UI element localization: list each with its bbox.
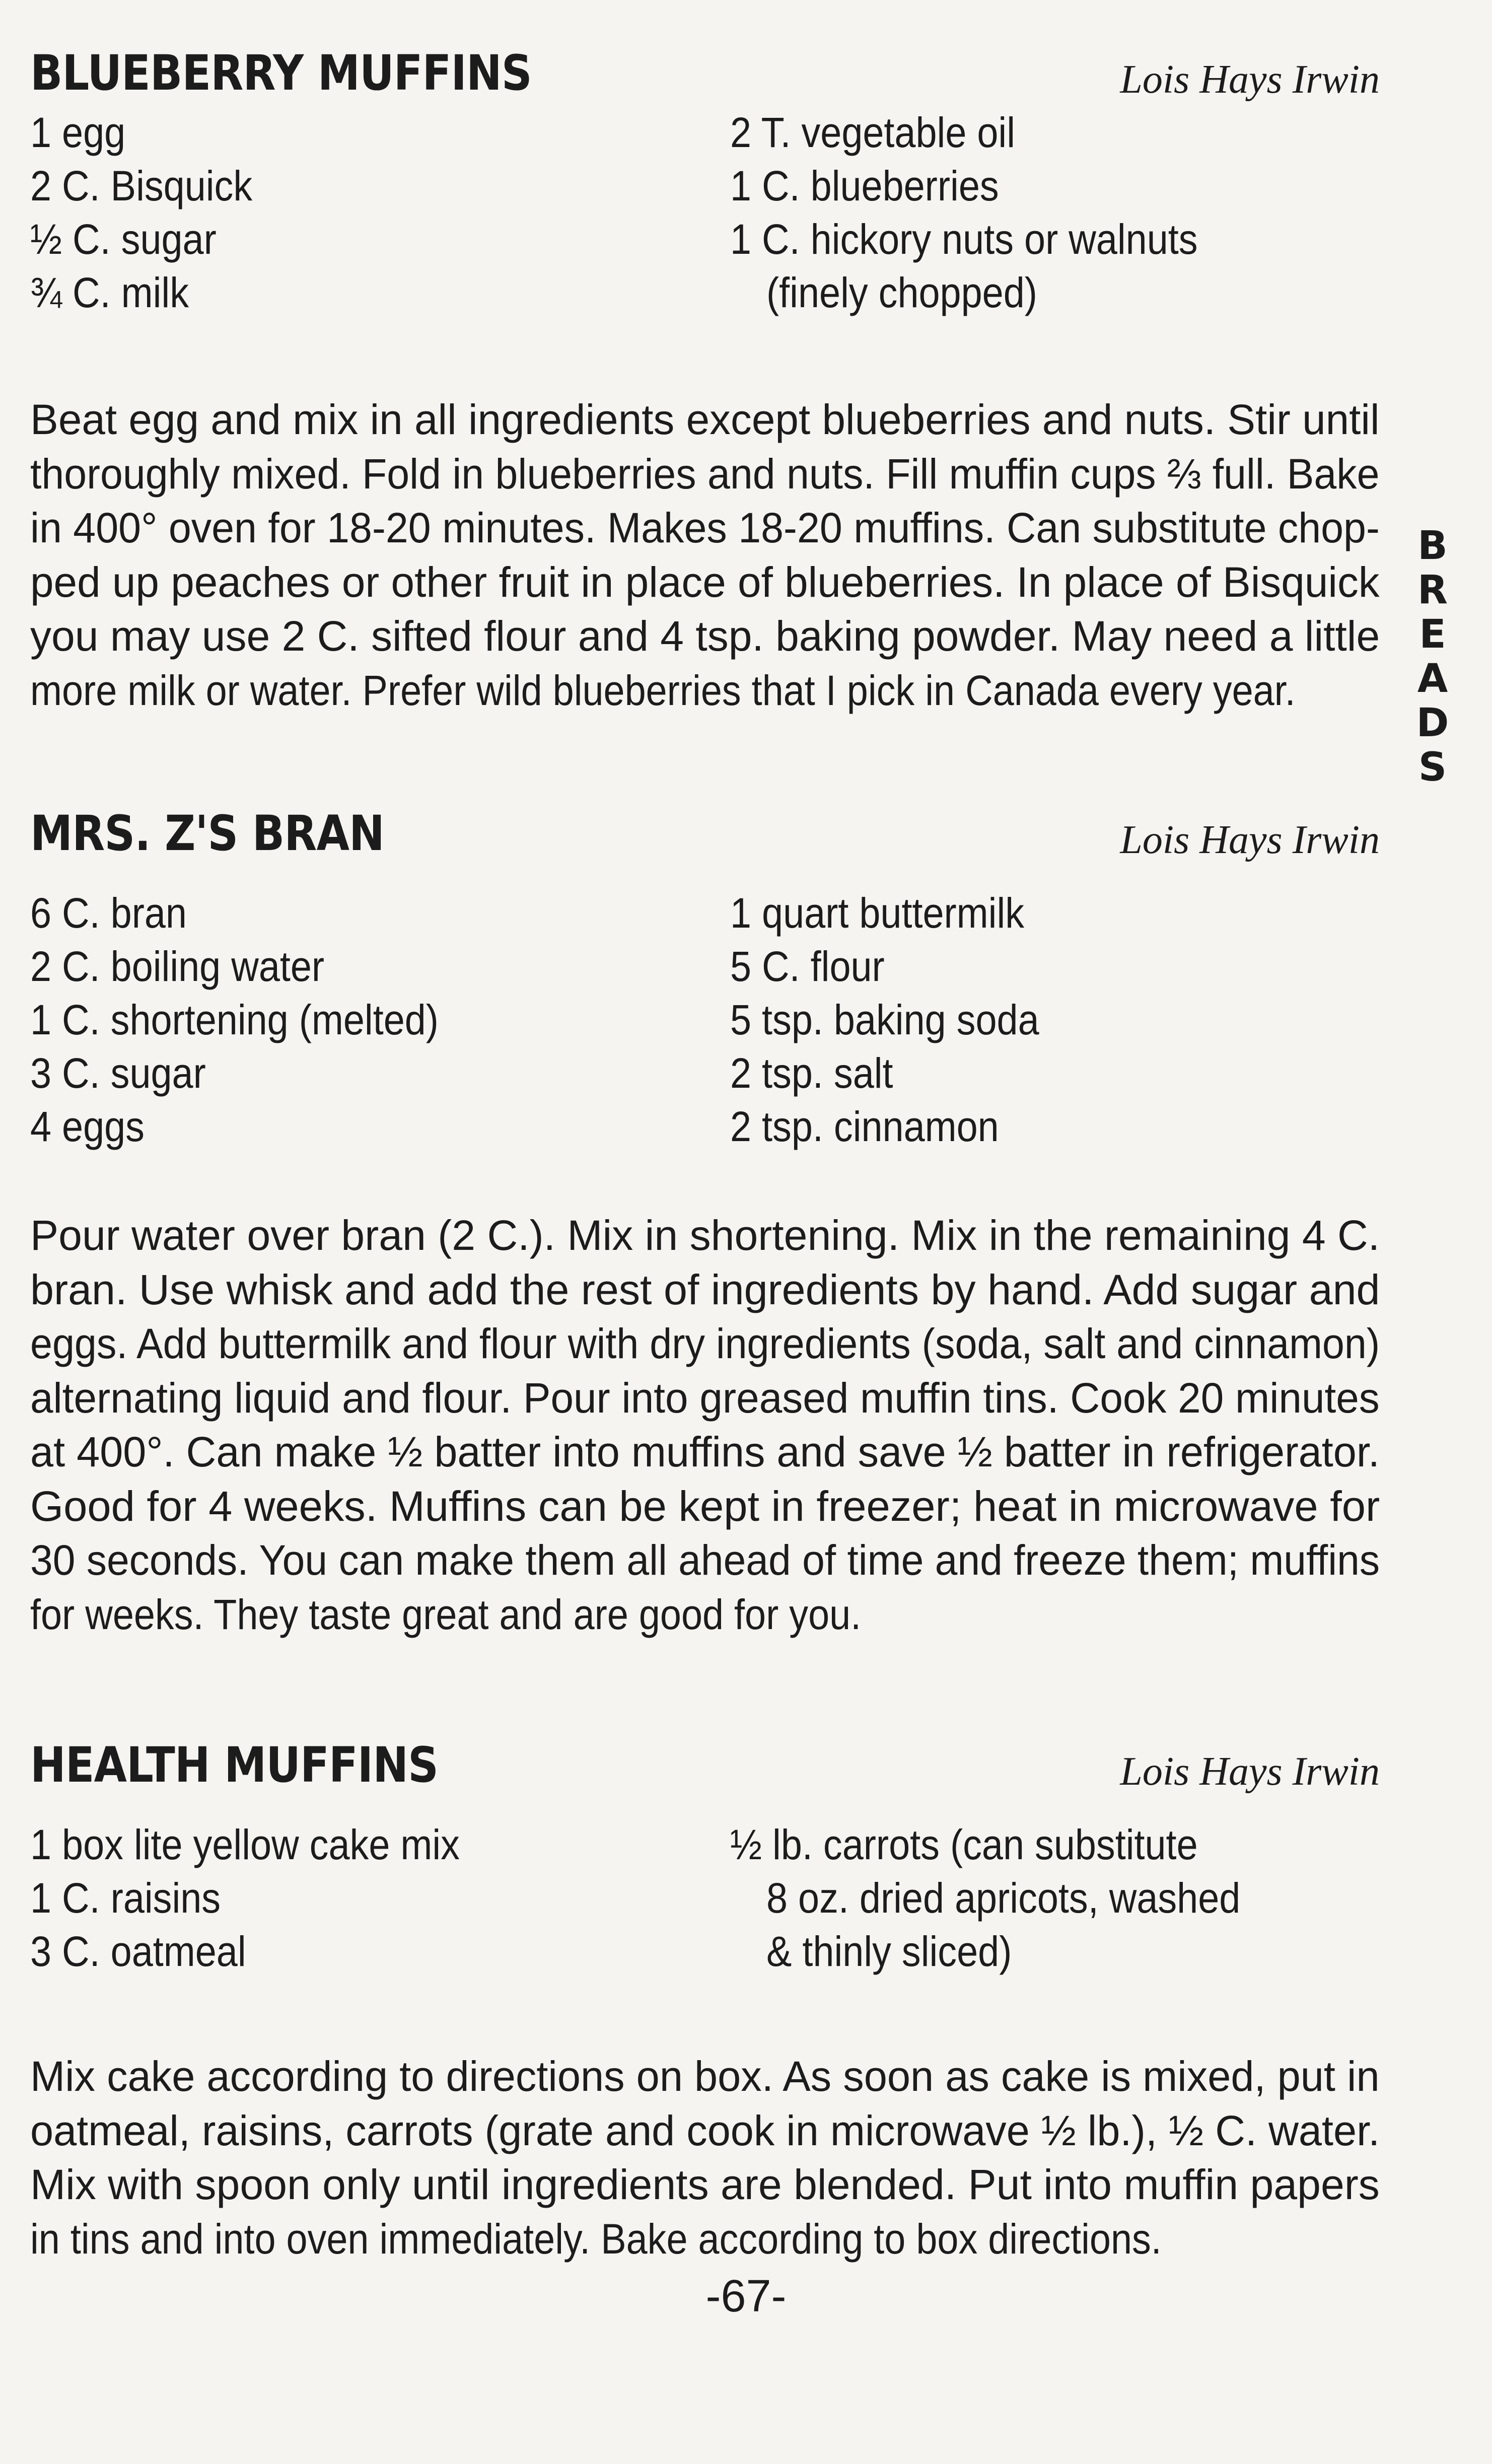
directions-line: Beat egg and mix in all ingredients except blueberries and nuts. Stir until	[30, 396, 1380, 443]
ingredient-item: 1 C. raisins	[30, 1874, 221, 1922]
directions-line: you may use 2 C. sifted flour and 4 tsp. baking powder. May need a little	[30, 612, 1380, 660]
ingredient-item: 1 C. shortening (melted)	[30, 996, 439, 1043]
directions-line: in 400° oven for 18-20 minutes. Makes 18-20 muffins. Can substitute chop-	[30, 504, 1380, 551]
ingredient-item: 2 tsp. cinnamon	[730, 1103, 999, 1150]
directions-line: 30 seconds. You can make them all ahead of time and freeze them; muffins	[30, 1536, 1380, 1584]
ingredient-item: ½ C. sugar	[30, 216, 217, 263]
ingredient-item: 1 egg	[30, 109, 126, 156]
tab-letter: S	[1418, 745, 1447, 790]
ingredients-left-column	[30, 886, 484, 1153]
recipe-title: HEALTH MUFFINS	[30, 1737, 439, 1793]
ingredient-item: 8 oz. dried apricots, washed	[766, 1874, 1241, 1922]
directions-line: in tins and into oven immediately. Bake according to box directions.	[30, 2215, 1162, 2263]
directions-line: Good for 4 weeks. Muffins can be kept in freezer; heat in microwave for	[30, 1482, 1380, 1530]
ingredient-item: 1 C. blueberries	[730, 162, 999, 209]
recipe-header	[30, 801, 1380, 876]
section-tab-breads	[1405, 524, 1460, 790]
recipe-title: MRS. Z'S BRAN	[30, 805, 384, 862]
recipe-header	[30, 40, 1380, 116]
ingredient-item: 4 eggs	[30, 1103, 145, 1150]
directions-line: for weeks. They taste great and are good for you.	[30, 1590, 862, 1638]
directions-line: ped up peaches or other fruit in place of blueberries. In place of Bisquick	[30, 558, 1380, 606]
ingredient-item: 2 tsp. salt	[730, 1049, 893, 1097]
ingredient-item: 6 C. bran	[30, 889, 187, 937]
recipe-author: Lois Hays Irwin	[1120, 818, 1380, 862]
ingredient-item: 1 quart buttermilk	[730, 889, 1025, 937]
ingredients-right-column	[730, 106, 1250, 319]
directions-line: Mix cake according to directions on box. As soon as cake is mixed, put in	[30, 2053, 1380, 2100]
recipe-directions	[30, 2050, 1380, 2266]
ingredient-item: ½ lb. carrots (can substitute	[730, 1821, 1198, 1868]
ingredients-left-column	[30, 1818, 508, 1978]
ingredient-item: 2 C. Bisquick	[30, 162, 253, 209]
tab-letter: B	[1417, 523, 1448, 569]
directions-line: Pour water over bran (2 C.). Mix in shortening. Mix in the remaining 4 C.	[30, 1212, 1380, 1259]
ingredient-item: 2 T. vegetable oil	[730, 109, 1016, 156]
directions-line: alternating liquid and flour. Pour into greased muffin tins. Cook 20 minutes	[30, 1374, 1380, 1422]
tab-letter: A	[1417, 656, 1448, 701]
recipe-mrs-zs-bran	[30, 801, 1380, 1638]
ingredient-item: 2 C. boiling water	[30, 943, 325, 990]
tab-letter: E	[1419, 612, 1446, 657]
tab-letter: D	[1416, 700, 1449, 746]
ingredient-item: 5 tsp. baking soda	[730, 996, 1039, 1043]
ingredient-item: 3 C. oatmeal	[30, 1928, 246, 1975]
recipe-directions	[30, 1209, 1380, 1642]
recipe-health-muffins	[30, 1732, 1380, 2263]
ingredients-right-column	[730, 886, 1074, 1153]
directions-line: at 400°. Can make ½ batter into muffins and save ½ batter in refrigerator.	[30, 1428, 1380, 1475]
tab-letter: R	[1417, 568, 1448, 613]
ingredient-item: 1 C. hickory nuts or walnuts	[730, 216, 1198, 263]
directions-line: more milk or water. Prefer wild blueberries that I pick in Canada every year.	[30, 666, 1296, 714]
directions-line: Mix with spoon only until ingredients are blended. Put into muffin papers	[30, 2161, 1380, 2208]
ingredient-item: 5 C. flour	[730, 943, 885, 990]
page-number: -67-	[705, 2271, 787, 2321]
directions-line: eggs. Add buttermilk and flour with dry ingredients (soda, salt and cinnamon)	[30, 1320, 1380, 1367]
directions-line: thoroughly mixed. Fold in blueberries and nuts. Fill muffin cups ⅔ full. Bake	[30, 450, 1380, 498]
ingredient-item: (finely chopped)	[766, 269, 1037, 316]
ingredient-item: 3 C. sugar	[30, 1049, 206, 1097]
recipe-title: BLUEBERRY MUFFINS	[30, 45, 532, 101]
ingredient-item: 1 box lite yellow cake mix	[30, 1821, 460, 1868]
recipe-author: Lois Hays Irwin	[1120, 57, 1380, 102]
recipe-header	[30, 1732, 1380, 1808]
directions-line: oatmeal, raisins, carrots (grate and cook in microwave ½ lb.), ½ C. water.	[30, 2106, 1380, 2154]
directions-line: bran. Use whisk and add the rest of ingredients by hand. Add sugar and	[30, 1265, 1380, 1313]
recipe-blueberry-muffins	[30, 40, 1380, 714]
ingredients-left-column	[30, 106, 277, 319]
ingredient-item: & thinly sliced)	[766, 1928, 1012, 1975]
ingredient-item: ¾ C. milk	[30, 269, 189, 316]
recipe-directions	[30, 393, 1380, 718]
recipe-author: Lois Hays Irwin	[1120, 1749, 1380, 1794]
ingredients-right-column	[730, 1818, 1297, 1978]
